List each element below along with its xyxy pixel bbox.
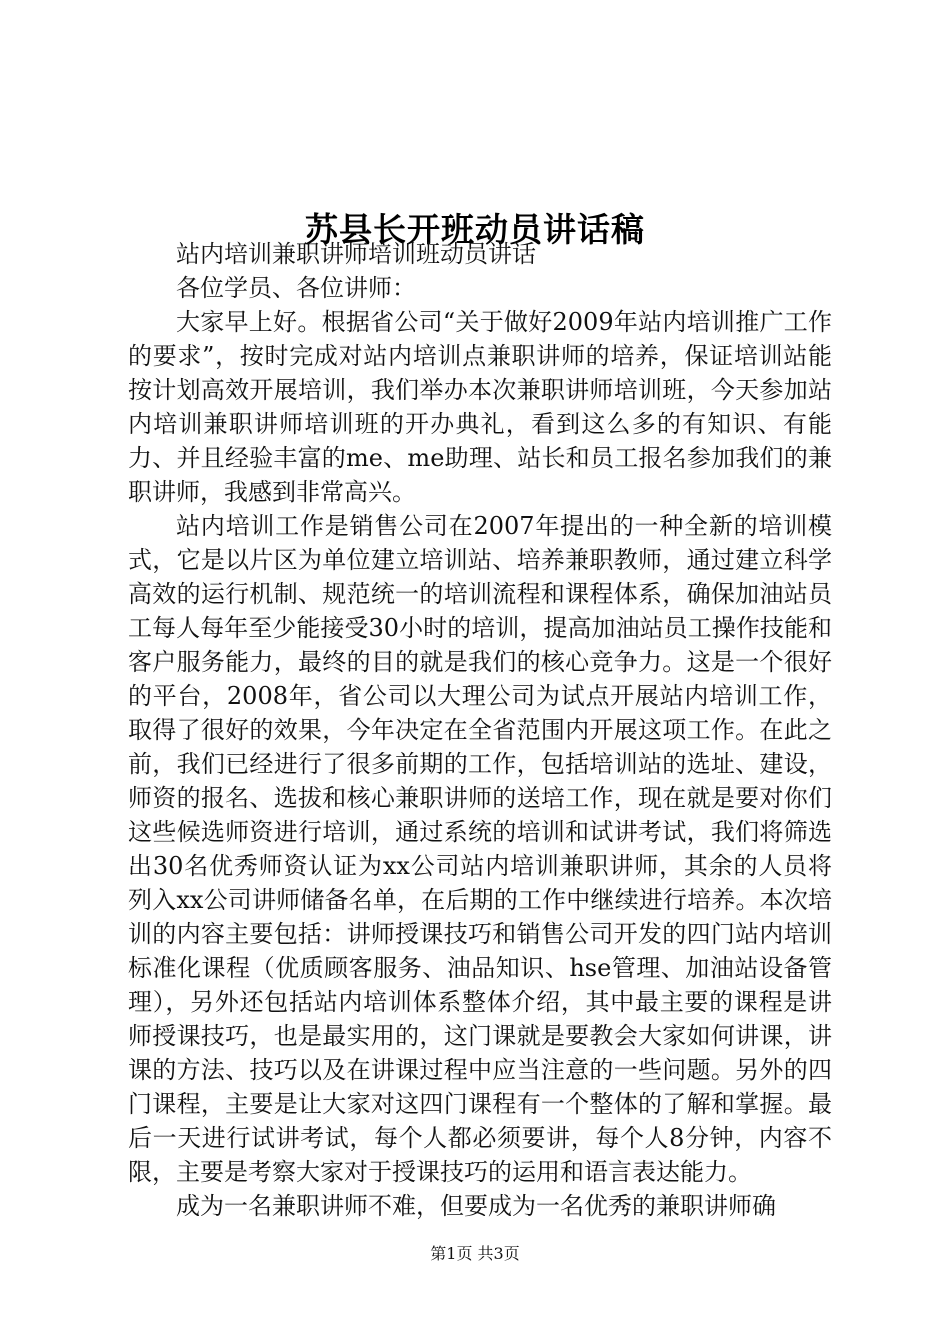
body-paragraph-2: 站内培训工作是销售公司在2007年提出的一种全新的培训模式，它是以片区为单位建立培训站、培养兼职教师，通过建立科学高效的运行机制、规范统一的培训流程和课程体系，确保加油站员工每人每年至少能接受30小时的培训，提高加油站员工操作技能和客户服务能力，最终的目的就是我们的核心竞争力。这是一个很好的平台，2008年，省公司以大理公司为试点开展站内培训工作，取得了很好的效果，今年决定在全省范围内开展这项工作。在此之前，我们已经进行了很多前期的工作，包括培训站的选址、建设，师资的报名、选拔和核心兼职讲师的送培工作，现在就是要对你们这些候选师资进行培训，通过系统的培训和试讲考试，我们将筛选出30名优秀师资认证为xx公司站内培训兼职讲师，其余的人员将列入xx公司讲师储备名单，在后期的工作中继续进行培养。本次培训的内容主要包括：讲师授课技巧和销售公司开发的四门站内培训标准化课程（优质顾客服务、油品知识、hse管理、加油站设备管理），另外还包括站内培训体系整体介绍，其中最主要的课程是讲师授课技巧，也是最实用的，这门课就是要教会大家如何讲课，讲课的方法、技巧以及在讲课过程中应当注意的一些问题。另外的四门课程，主要是让大家对这四门课程有一个整体的了解和掌握。最后一天进行试讲考试，每个人都必须要讲，每个人8分钟，内容不限，主要是考察大家对于授课技巧的运用和语言表达能力。 — [128, 512, 832, 1186]
document-body — [128, 237, 832, 1223]
page-title: 苏县长开班动员讲话稿 — [305, 210, 645, 250]
subtitle-paragraph: 站内培训兼职讲师培训班动员讲话 — [176, 240, 536, 268]
body-paragraph-1: 大家早上好。根据省公司“关于做好2009年站内培训推广工作的要求”，按时完成对站内培训点兼职讲师的培养，保证培训站能按计划高效开展培训，我们举办本次兼职讲师培训班，今天参加站内培训兼职讲师培训班的开办典礼，看到这么多的有知识、有能力、并且经验丰富的me、me助理、站长和员工报名参加我们的兼职讲师，我感到非常高兴。 — [128, 308, 832, 506]
body-paragraph-3: 成为一名兼职讲师不难，但要成为一名优秀的兼职讲师确 — [176, 1192, 776, 1220]
page-number-footer: 第1页 共3页 — [430, 1244, 520, 1263]
salutation-paragraph: 各位学员、各位讲师： — [176, 274, 416, 302]
